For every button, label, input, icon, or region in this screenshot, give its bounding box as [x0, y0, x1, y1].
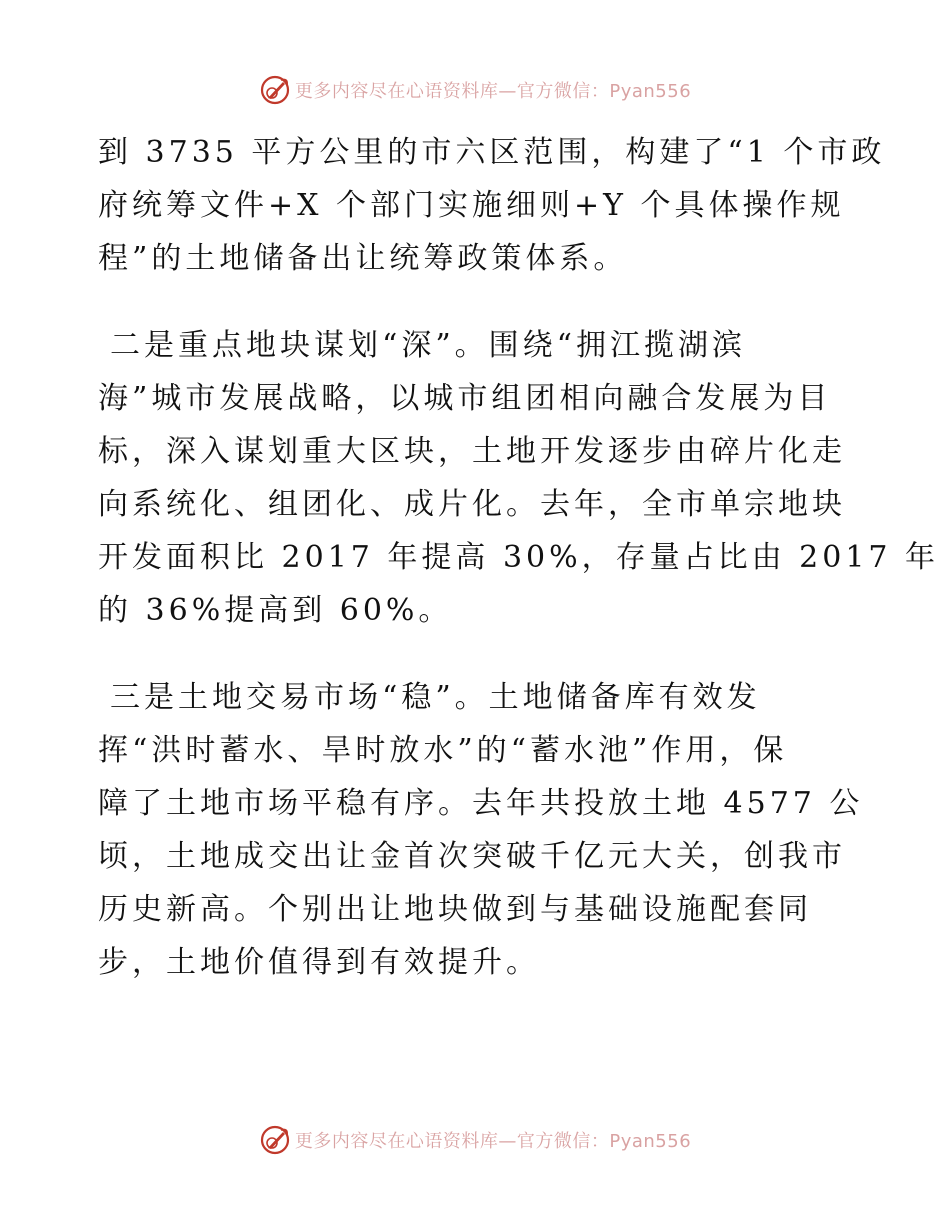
text-line: 顷，土地成交出让金首次突破千亿元大关，创我市 [98, 839, 846, 874]
text-line: 海”城市发展战略，以城市组团相向融合发展为目 [98, 381, 832, 416]
text-line: 三是土地交易市场“稳”。土地储备库有效发 [110, 680, 761, 715]
text-line: 的 36%提高到 60%。 [98, 593, 453, 628]
feather-pen-logo-icon [259, 1124, 291, 1156]
document-body [98, 126, 940, 989]
paragraph-policy-system [98, 126, 888, 285]
text-line: 挥“洪时蓄水、旱时放水”的“蓄水池”作用，保 [98, 733, 788, 768]
text-line: 历史新高。个别出让地块做到与基础设施配套同 [98, 892, 812, 927]
text-line: 程”的土地储备出让统筹政策体系。 [98, 241, 628, 276]
paragraph-key-plots [98, 319, 940, 637]
footer-banner [0, 1120, 950, 1160]
header-banner [0, 70, 950, 110]
feather-pen-logo-icon [259, 74, 291, 106]
text-line: 府统筹文件+X 个部门实施细则+Y 个具体操作规 [98, 188, 845, 223]
text-line: 开发面积比 2017 年提高 30%，存量占比由 2017 年 [98, 540, 940, 575]
paragraph-land-market [98, 671, 888, 989]
header-banner-text: 更多内容尽在心语资料库—官方微信：Pyan556 [294, 81, 692, 102]
text-line: 向系统化、组团化、成片化。去年，全市单宗地块 [98, 487, 846, 522]
text-line: 到 3735 平方公里的市六区范围，构建了“1 个市政 [98, 135, 886, 170]
footer-banner-text: 更多内容尽在心语资料库—官方微信：Pyan556 [294, 1131, 692, 1152]
text-line: 障了土地市场平稳有序。去年共投放土地 4577 公 [98, 786, 864, 821]
text-line: 步，土地价值得到有效提升。 [98, 945, 540, 980]
text-line: 二是重点地块谋划“深”。围绕“拥江揽湖滨 [110, 328, 747, 363]
text-line: 标，深入谋划重大区块，土地开发逐步由碎片化走 [98, 434, 846, 469]
